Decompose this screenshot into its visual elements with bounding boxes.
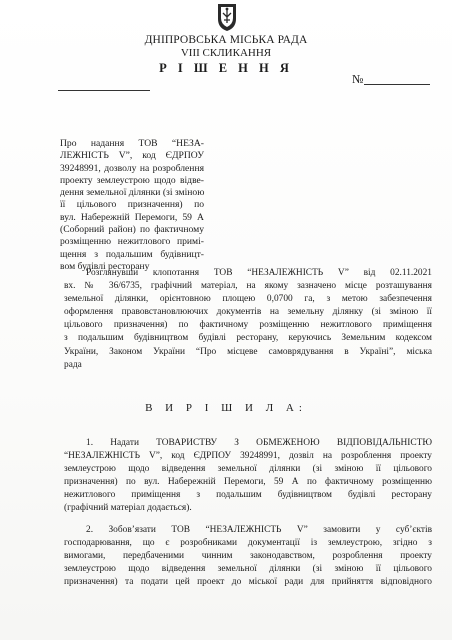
subject-line: щення з подальшим будівницт- bbox=[60, 248, 204, 260]
item-line: 1. Надати ТОВАРИСТВУ З ОБМЕЖЕНОЮ ВІДПОВІДАЛЬНІСТЮ bbox=[86, 438, 432, 448]
convocation: VIII СКЛИКАННЯ bbox=[180, 47, 272, 59]
date-blank-line bbox=[58, 90, 150, 91]
intro-line: оформлення правовстановлюючих документів на земельну ділянку (зі зміною її bbox=[64, 307, 432, 318]
intro-line: Розглянувши клопотання ТОВ “НЕЗАЛЕЖНІСТЬ V” від 02.11.2021 bbox=[86, 268, 432, 278]
intro-line: з подальшим будівництвом будівлі ресторану, керуючись Земельним кодексом bbox=[64, 333, 432, 344]
subject-line: проекту землеустрою щодо відве- bbox=[60, 174, 204, 186]
subject-line: її цільового призначення) по bbox=[60, 199, 204, 211]
item-line: вимогами, передбаченими чинним законодавством, розроблення проекту bbox=[64, 551, 432, 562]
item-line: землеустрою щодо відведення земельної ділянки (зі зміною її цільового bbox=[64, 564, 432, 575]
item-line: нежитлового приміщення з подальшим будівництвом будівлі ресторану bbox=[64, 490, 432, 501]
subject-line: розміщенню нежитлового примі- bbox=[60, 236, 204, 248]
intro-line: земельної ділянки, орієнтовною площею 0,0700 га, з метою забезпечення bbox=[64, 294, 432, 305]
intro-line: вх. № 36/6735, графічний матеріал, на якому зазначено місце розташування bbox=[64, 281, 432, 292]
resolved-heading: В И Р І Ш И Л А: bbox=[145, 402, 307, 414]
council-name: ДНІПРОВСЬКА МІСЬКА РАДА bbox=[144, 34, 308, 46]
intro-paragraph bbox=[64, 267, 432, 372]
subject-line: (Соборний район) по фактичному bbox=[60, 224, 204, 236]
item-line: господарювання, що є розробниками документації із землеустрою, згідно з bbox=[64, 538, 432, 549]
item-line: “НЕЗАЛЕЖНІСТЬ V”, код ЄДРПОУ 39248991, дозвіл на розроблення проекту bbox=[64, 451, 432, 462]
number-blank-line bbox=[364, 84, 430, 85]
coat-of-arms-icon bbox=[216, 2, 238, 32]
subject-line: вул. Набережній Перемоги, 59 А bbox=[60, 211, 204, 223]
item-line: призначення) по вул. Набережній Перемоги, 59 А по фактичному розміщенню bbox=[64, 477, 432, 488]
item-line: 2. Зобов’язати ТОВ “НЕЗАЛЕЖНІСТЬ V” замовити у суб’єктів bbox=[86, 525, 432, 535]
item-2-paragraph bbox=[64, 524, 432, 589]
item-line: призначення) та подати цей проект до міської ради для прийняття відповідного bbox=[64, 577, 432, 588]
intro-line: України, Законом України “Про місцеве самоврядування в Україні”, міська bbox=[64, 346, 432, 357]
subject-line: дення земельної ділянки (зі зміною bbox=[60, 187, 205, 199]
number-sign: № bbox=[352, 72, 364, 86]
subject-line: ЛЕЖНІСТЬ V”, код ЄДРПОУ bbox=[60, 150, 204, 162]
item-line: землеустрою щодо відведення земельної ділянки (зі зміною її цільового bbox=[64, 464, 432, 475]
decision-subject bbox=[60, 138, 204, 273]
item-1-paragraph bbox=[64, 437, 432, 516]
item-line: (графічний матеріал додається). bbox=[64, 503, 192, 514]
intro-line: цільового призначення) по фактичному розміщенню нежитлового приміщення bbox=[64, 320, 432, 331]
document-type-title: Р І Ш Е Н Н Я bbox=[159, 61, 293, 75]
subject-line: вом будівлі ресторану bbox=[60, 260, 150, 272]
subject-line: 39248991, дозволу на розроблення bbox=[60, 162, 204, 174]
subject-line: Про надання ТОВ “НЕЗА- bbox=[60, 138, 204, 149]
intro-line: рада bbox=[64, 359, 82, 370]
